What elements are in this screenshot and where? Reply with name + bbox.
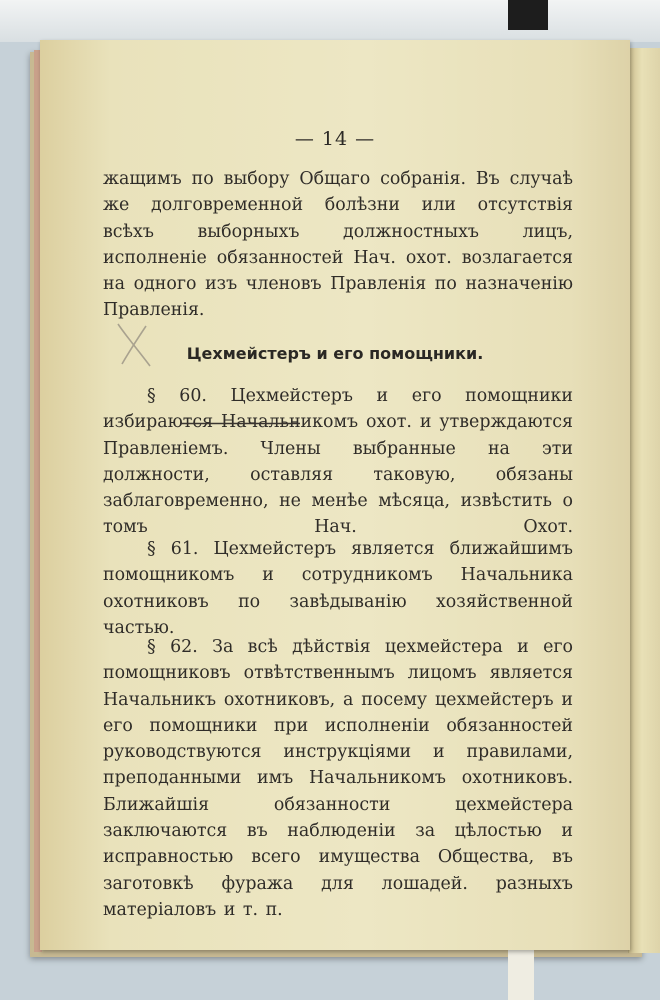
section-heading: Цехмейстеръ и его помощники. [186,344,484,363]
paragraph-62: § 62. За всѣ дѣйствія цехмейстера и его помощниковъ отвѣтственнымъ лицомъ является Начальникъ охотниковъ, а посему цехмейстеръ и его помощники при исполненіи обязанностей руководствуются инструкціями и правилами, преподанными имъ Начальникомъ охотниковъ. Ближайшія обязанности цехмейстера заключаются въ наблюденіи за цѣлостью и исправностью всего имущества Общества, въ заготовкѣ фуража для лошадей. разныхъ матеріаловъ и т. п. [103,637,573,920]
top-background-strip [0,0,660,42]
page-number: — 14 — [294,128,376,150]
continuation-paragraph: жащимъ по выбору Общаго собранія. Въ случаѣ же долговременной болѣзни или отсутствія всѣхъ выборныхъ должностныхъ лицъ, исполненіе обязанностей Нач. охот. возлагается на одного изъ членовъ Правленія по назначенію Правленія. [103,169,573,321]
binding-clip [508,0,548,30]
book-page [40,40,630,950]
bottom-tab [508,950,534,1000]
ink-strikethrough [180,422,300,425]
next-page-edge [628,48,660,953]
paragraph-60: § 60. Цехмейстеръ и его помощники избираются Начальникомъ охот. и утверждаются Правленіемъ. Члены выбранные на эти должности, оставляя таковую, обязаны заблаговременно, не менѣе мѣсяца, извѣстить о томъ Нач. Охот. [103,386,573,538]
paragraph-61: § 61. Цехмейстеръ является ближайшимъ помощникомъ и сотрудникомъ Начальника охотниковъ по завѣдыванію хозяйственной частью. [103,539,573,638]
